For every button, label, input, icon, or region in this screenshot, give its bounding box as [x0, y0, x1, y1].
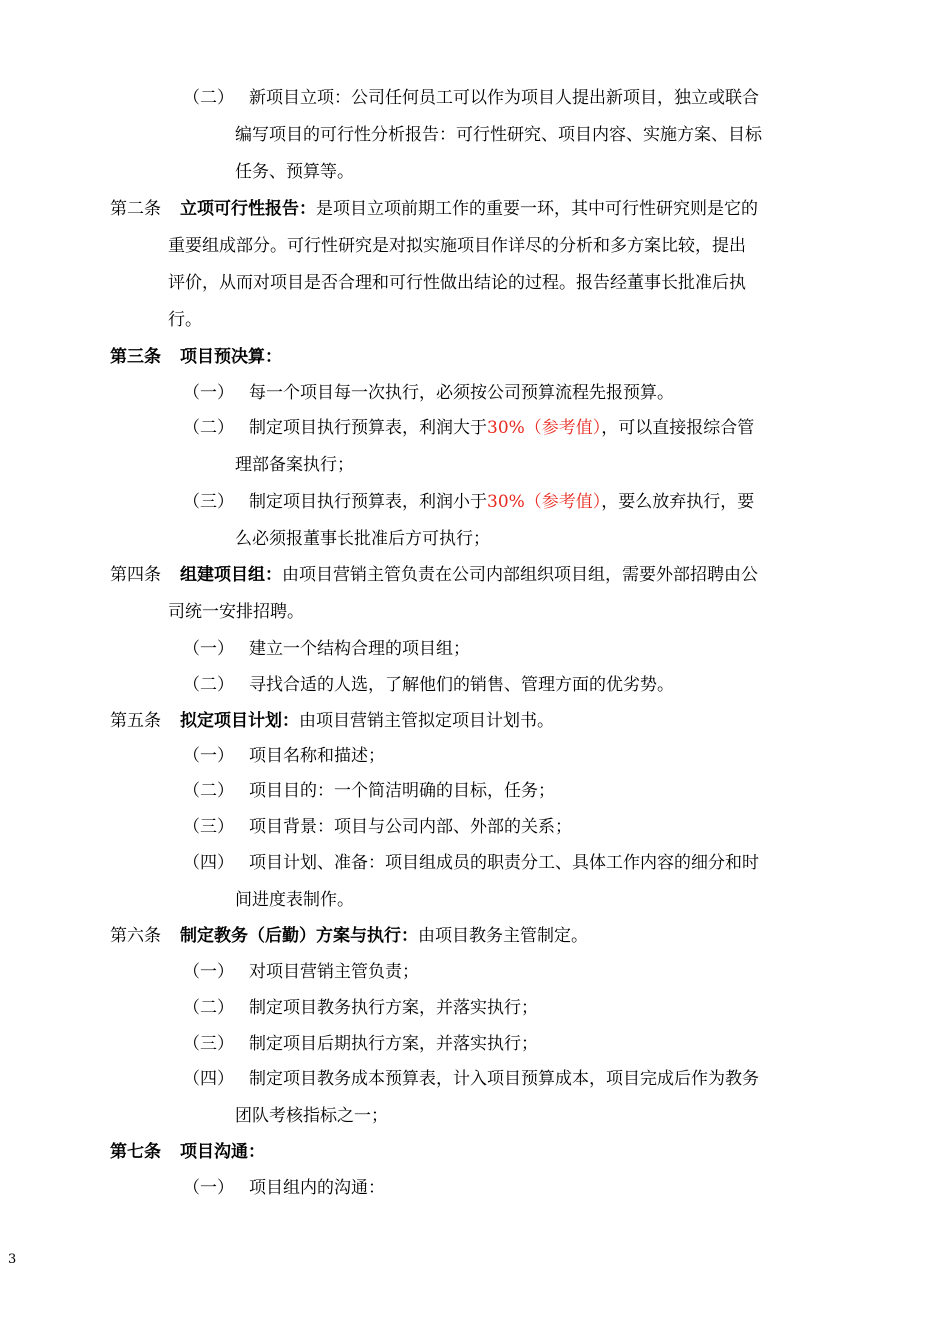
list-item	[183, 960, 419, 984]
item-continuation: 么必须报董事长批准后方可执行；	[235, 529, 490, 549]
item-number: （一）	[183, 639, 234, 659]
article-title: 拟定项目计划：	[180, 711, 299, 731]
item-text: 制定项目教务执行方案，并落实执行；	[249, 998, 538, 1018]
item-text: 项目目的：一个简洁明确的目标，任务；	[249, 781, 555, 801]
article-text: 是项目立项前期工作的重要一环，其中可行性研究则是它的	[316, 199, 758, 219]
item-number: （一）	[183, 383, 234, 403]
list-item	[183, 744, 385, 768]
item-number: （三）	[183, 1034, 234, 1054]
article-continuation: 行。	[168, 310, 202, 330]
item-number: （四）	[183, 1069, 234, 1089]
item-text: 制定项目后期执行方案，并落实执行；	[249, 1034, 538, 1054]
list-item	[183, 851, 759, 875]
item-continuation: 理部备案执行；	[235, 455, 354, 475]
article-continuation: 司统一安排招聘。	[168, 602, 304, 622]
item-text: 寻找合适的人选，了解他们的销售、管理方面的优劣势。	[249, 675, 674, 695]
item-text: 制定项目教务成本预算表，计入项目预算成本，项目完成后作为教务	[249, 1069, 759, 1089]
list-item	[183, 779, 555, 803]
item-text: 新项目立项：公司任何员工可以作为项目人提出新项目，独立或联合	[249, 88, 759, 108]
item-number: （三）	[183, 817, 234, 837]
item-text: 项目计划、准备：项目组成员的职责分工、具体工作内容的细分和时	[249, 853, 759, 873]
article-heading	[110, 563, 758, 587]
article-text: 由项目教务主管制定。	[418, 926, 588, 946]
page-number: 3	[8, 1252, 17, 1267]
list-item	[183, 1067, 759, 1091]
item-text: 项目组内的沟通：	[249, 1178, 385, 1198]
list-item	[183, 86, 759, 110]
item-text: 制定项目执行预算表，利润大于	[249, 418, 487, 438]
item-continuation: 任务、预算等。	[235, 162, 354, 182]
item-number: （一）	[183, 962, 234, 982]
article-heading	[110, 1140, 265, 1164]
list-item	[183, 637, 470, 661]
item-continuation: 间进度表制作。	[235, 890, 354, 910]
article-title: 立项可行性报告：	[180, 199, 316, 219]
list-item	[183, 815, 572, 839]
article-heading	[110, 345, 282, 369]
item-text: 建立一个结构合理的项目组；	[249, 639, 470, 659]
article-number: 第四条	[110, 565, 161, 585]
item-number: （一）	[183, 746, 234, 766]
article-heading	[110, 924, 588, 948]
article-continuation: 评价，从而对项目是否合理和可行性做出结论的过程。报告经董事长批准后执	[168, 273, 746, 293]
item-number: （一）	[183, 1178, 234, 1198]
item-continuation: 编写项目的可行性分析报告：可行性研究、项目内容、实施方案、目标	[235, 125, 762, 145]
list-item	[183, 1176, 385, 1200]
article-number: 第二条	[110, 199, 161, 219]
item-number: （二）	[183, 781, 234, 801]
item-text: 项目名称和描述；	[249, 746, 385, 766]
article-heading	[110, 197, 758, 221]
article-number: 第六条	[110, 926, 161, 946]
list-item	[183, 1032, 538, 1056]
list-item	[183, 673, 674, 697]
item-text: 项目背景：项目与公司内部、外部的关系；	[249, 817, 572, 837]
list-item	[183, 490, 754, 514]
article-title: 项目预决算：	[180, 347, 282, 367]
reference-value: 30%（参考值）	[487, 418, 602, 438]
list-item	[183, 416, 754, 440]
list-item	[183, 381, 674, 405]
article-continuation: 重要组成部分。可行性研究是对拟实施项目作详尽的分析和多方案比较，提出	[168, 236, 746, 256]
article-heading	[110, 709, 554, 733]
article-number: 第五条	[110, 711, 161, 731]
reference-value: 30%（参考值）	[487, 492, 602, 512]
item-number: （四）	[183, 853, 234, 873]
article-number: 第七条	[110, 1142, 161, 1162]
item-continuation: 团队考核指标之一；	[235, 1106, 388, 1126]
item-text: ，要么放弃执行，要	[601, 492, 755, 512]
article-number: 第三条	[110, 347, 161, 367]
item-number: （二）	[183, 418, 234, 438]
article-title: 项目沟通：	[180, 1142, 265, 1162]
item-text: ，可以直接报综合管	[601, 418, 755, 438]
article-title: 组建项目组：	[180, 565, 282, 585]
item-number: （二）	[183, 88, 234, 108]
item-number: （三）	[183, 492, 234, 512]
item-text: 对项目营销主管负责；	[249, 962, 419, 982]
article-title: 制定教务（后勤）方案与执行：	[180, 926, 418, 946]
item-number: （二）	[183, 998, 234, 1018]
article-text: 由项目营销主管拟定项目计划书。	[299, 711, 554, 731]
item-number: （二）	[183, 675, 234, 695]
list-item	[183, 996, 538, 1020]
item-text: 制定项目执行预算表，利润小于	[249, 492, 487, 512]
item-text: 每一个项目每一次执行，必须按公司预算流程先报预算。	[249, 383, 674, 403]
article-text: 由项目营销主管负责在公司内部组织项目组，需要外部招聘由公	[282, 565, 758, 585]
